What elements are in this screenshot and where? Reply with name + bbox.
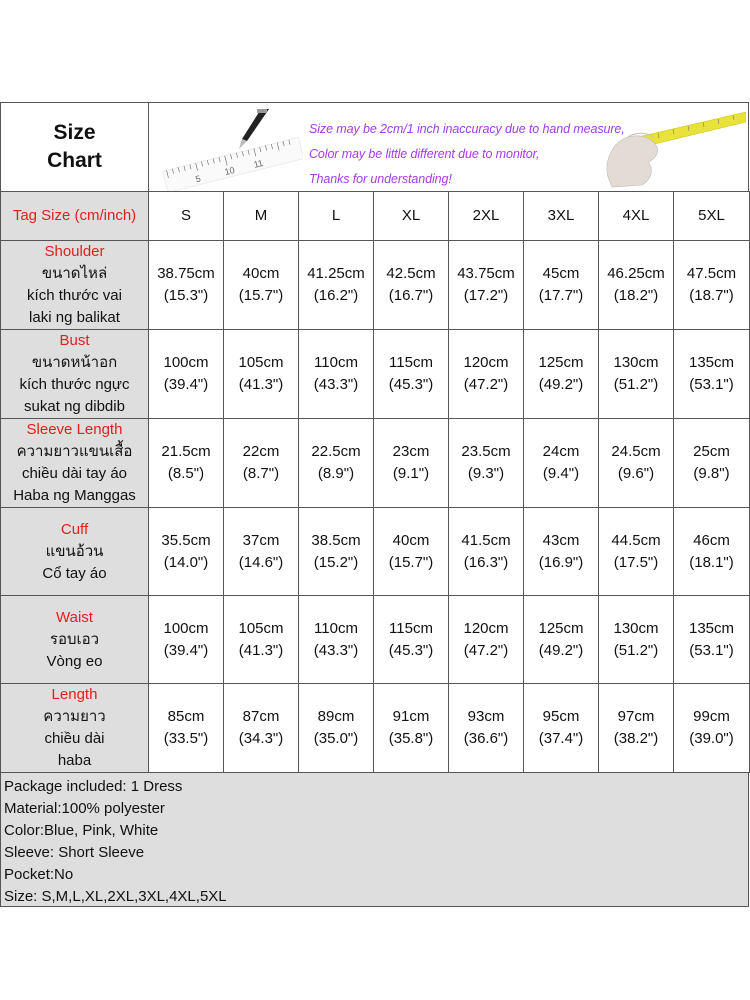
value-inch: (9.8") [693, 465, 730, 482]
size-value-cell [674, 419, 750, 508]
size-value-cell [449, 330, 524, 419]
value-cm: 35.5cm [161, 531, 211, 549]
value-inch: (18.2") [613, 287, 659, 304]
value-inch: (39.0") [689, 730, 734, 747]
measurement-row-cuff [1, 508, 750, 596]
value-inch: (18.7") [689, 287, 734, 304]
value-inch: (16.3") [463, 553, 509, 571]
value-inch: (18.1") [689, 553, 734, 571]
value-cm: 38.75cm [157, 265, 215, 282]
value-inch: (9.1") [392, 465, 430, 482]
size-value-cell [524, 330, 599, 419]
value-inch: (43.3") [313, 641, 359, 659]
row-label-english: Cuff [60, 520, 89, 538]
value-cm: 87cm [242, 708, 280, 725]
value-inch: (45.3") [388, 641, 434, 659]
hand-tape-measure-illustration [598, 107, 746, 189]
row-label-translation: chiều dài [44, 730, 105, 747]
value-inch: (49.2") [538, 376, 584, 393]
value-cm: 47.5cm [686, 265, 737, 282]
value-inch: (9.4") [542, 465, 580, 482]
info-pocket: Pocket:No [4, 866, 74, 883]
row-label-translation: ความยาว [43, 708, 106, 725]
value-cm: 135cm [688, 354, 735, 371]
size-header-xl: XL [374, 192, 449, 241]
value-inch: (17.5") [613, 553, 659, 571]
size-value-cell [149, 419, 224, 508]
row-label [1, 596, 149, 684]
size-value-cell [674, 330, 750, 419]
size-value-cell [524, 508, 599, 596]
row-label-translation: laki ng balikat [29, 309, 120, 326]
row-label-english: Sleeve Length [26, 421, 123, 438]
size-value-cell [599, 241, 674, 330]
size-value-cell [524, 684, 599, 773]
ruler-mark-10: 10 [223, 164, 236, 178]
size-value-cell [599, 419, 674, 508]
value-cm: 45cm [542, 265, 580, 282]
row-label-translation: ความยาวแขนเสื้อ [16, 443, 133, 460]
value-cm: 22.5cm [311, 443, 361, 460]
value-cm: 37cm [242, 531, 280, 549]
value-inch: (8.7") [242, 465, 280, 482]
size-chart-title [1, 103, 149, 191]
value-inch: (35.8") [388, 730, 434, 747]
note-line-2: Color may be little different due to monitor, [309, 147, 540, 161]
value-inch: (34.3") [238, 730, 284, 747]
size-value-cell [449, 684, 524, 773]
row-label-english: Waist [56, 608, 93, 626]
tag-size-label: Tag Size (cm/inch) [1, 192, 149, 241]
size-value-cell [224, 241, 299, 330]
value-cm: 91cm [392, 708, 430, 725]
row-label [1, 508, 149, 596]
value-inch: (9.3") [467, 465, 505, 482]
size-value-cell [374, 330, 449, 419]
size-value-cell [674, 241, 750, 330]
value-inch: (15.2") [313, 553, 359, 571]
value-inch: (17.2") [463, 287, 509, 304]
size-value-cell [149, 241, 224, 330]
size-header-2xl: 2XL [449, 192, 524, 241]
header-illustration-area [149, 103, 748, 191]
value-cm: 38.5cm [311, 531, 361, 549]
value-inch: (41.3") [238, 376, 284, 393]
row-label-translation: haba [57, 752, 92, 769]
value-inch: (9.6") [617, 465, 655, 482]
value-cm: 115cm [389, 354, 433, 371]
row-label [1, 684, 149, 773]
info-size: Size: S,M,L,XL,2XL,3XL,4XL,5XL [4, 888, 227, 905]
size-value-cell [224, 684, 299, 773]
size-value-cell [674, 684, 750, 773]
value-cm: 24.5cm [611, 443, 661, 460]
value-inch: (14.6") [238, 553, 284, 571]
measurement-row-waist [1, 596, 750, 684]
size-value-cell [224, 508, 299, 596]
value-inch: (35.0") [313, 730, 359, 747]
value-cm: 97cm [617, 708, 655, 725]
size-value-cell [524, 419, 599, 508]
info-sleeve: Sleeve: Short Sleeve [4, 844, 145, 861]
row-label [1, 419, 149, 508]
value-cm: 23.5cm [461, 443, 511, 460]
row-label-translation: ขนาดไหล่ [41, 265, 108, 282]
size-value-cell [449, 419, 524, 508]
value-cm: 120cm [463, 619, 509, 637]
value-cm: 115cm [389, 619, 433, 637]
row-label-english: Shoulder [44, 243, 105, 260]
measurement-row-shoulder [1, 241, 750, 330]
row-label-translation: แขนอ้วน [45, 542, 104, 560]
value-inch: (39.4") [163, 376, 209, 393]
value-cm: 23cm [392, 443, 430, 460]
info-material: Material:100% polyester [4, 800, 165, 817]
value-inch: (45.3") [388, 376, 434, 393]
size-header-l: L [299, 192, 374, 241]
size-value-cell [674, 508, 750, 596]
size-header-s: S [149, 192, 224, 241]
size-value-cell [449, 596, 524, 684]
value-cm: 40cm [392, 531, 430, 549]
size-value-cell [374, 508, 449, 596]
pen-icon [239, 109, 269, 149]
measurement-row-sleeve-length [1, 419, 750, 508]
value-inch: (8.9") [317, 465, 355, 482]
size-value-cell [374, 241, 449, 330]
value-inch: (15.3") [163, 287, 209, 304]
value-cm: 110cm [314, 619, 358, 637]
value-inch: (49.2") [538, 641, 584, 659]
size-value-cell [224, 419, 299, 508]
size-value-cell [524, 596, 599, 684]
value-cm: 99cm [693, 708, 730, 725]
value-cm: 40cm [242, 265, 280, 282]
value-cm: 41.25cm [307, 265, 365, 282]
value-cm: 25cm [693, 443, 730, 460]
title-line-2: Chart [47, 149, 102, 172]
ruler-pen-illustration [153, 109, 303, 191]
measurement-row-length [1, 684, 750, 773]
value-cm: 21.5cm [161, 443, 211, 460]
size-header-4xl: 4XL [599, 192, 674, 241]
note-line-1: Size may be 2cm/1 inch inaccuracy due to hand measure, [309, 122, 625, 136]
size-value-cell [299, 241, 374, 330]
size-value-cell [149, 330, 224, 419]
value-inch: (47.2") [463, 641, 509, 659]
value-cm: 135cm [688, 619, 735, 637]
size-header-5xl: 5XL [674, 192, 750, 241]
row-label [1, 241, 149, 330]
value-inch: (16.9") [538, 553, 584, 571]
info-color: Color:Blue, Pink, White [4, 822, 159, 839]
value-cm: 43.75cm [457, 265, 515, 282]
value-cm: 44.5cm [611, 531, 661, 549]
row-label-translation: รอบเอว [49, 630, 100, 648]
size-table [0, 191, 750, 773]
value-cm: 24cm [542, 443, 580, 460]
row-label-translation: chiều dài tay áo [21, 465, 128, 482]
row-label-translation: sukat ng dibdib [24, 398, 125, 415]
size-header-3xl: 3XL [524, 192, 599, 241]
value-inch: (37.4") [538, 730, 584, 747]
value-inch: (47.2") [463, 376, 509, 393]
value-inch: (51.2") [613, 641, 659, 659]
row-label-translation: Vòng eo [46, 652, 103, 670]
measurement-notes [309, 117, 625, 191]
row-label-english: Length [51, 686, 98, 703]
value-cm: 22cm [242, 443, 280, 460]
size-value-cell [449, 241, 524, 330]
size-value-cell [299, 330, 374, 419]
value-cm: 105cm [238, 354, 284, 371]
ruler-mark-5: 5 [194, 173, 202, 185]
measurement-row-bust [1, 330, 750, 419]
value-cm: 100cm [163, 619, 209, 637]
value-inch: (8.5") [167, 465, 205, 482]
size-value-cell [599, 330, 674, 419]
title-line-1: Size [53, 121, 96, 144]
row-label-english: Bust [59, 332, 90, 349]
value-inch: (36.6") [463, 730, 509, 747]
value-inch: (15.7") [238, 287, 284, 304]
size-value-cell [524, 241, 599, 330]
value-cm: 130cm [613, 619, 659, 637]
ruler-mark-11: 11 [252, 157, 265, 170]
row-label [1, 330, 149, 419]
size-chart [0, 102, 749, 907]
value-cm: 42.5cm [386, 265, 436, 282]
value-cm: 105cm [238, 619, 284, 637]
size-value-cell [299, 419, 374, 508]
value-inch: (43.3") [313, 376, 359, 393]
value-inch: (16.7") [388, 287, 434, 304]
value-inch: (33.5") [163, 730, 209, 747]
value-cm: 120cm [463, 354, 509, 371]
size-value-cell [599, 596, 674, 684]
row-label-translation: Haba ng Manggas [13, 487, 136, 504]
value-cm: 125cm [538, 354, 584, 371]
value-cm: 93cm [467, 708, 505, 725]
value-cm: 46.25cm [607, 265, 665, 282]
value-cm: 46cm [693, 531, 730, 549]
size-header-m: M [224, 192, 299, 241]
product-info [0, 773, 749, 907]
size-chart-header [0, 102, 749, 191]
size-value-cell [599, 684, 674, 773]
value-inch: (15.7") [388, 553, 434, 571]
size-value-cell [299, 684, 374, 773]
value-inch: (14.0") [163, 553, 209, 571]
value-inch: (51.2") [613, 376, 659, 393]
size-value-cell [149, 508, 224, 596]
value-cm: 43cm [542, 531, 580, 549]
size-value-cell [224, 596, 299, 684]
size-value-cell [299, 508, 374, 596]
value-inch: (53.1") [689, 376, 734, 393]
size-value-cell [374, 419, 449, 508]
value-cm: 89cm [317, 708, 355, 725]
value-cm: 125cm [538, 619, 584, 637]
info-package: Package included: 1 Dress [4, 778, 183, 795]
value-inch: (38.2") [613, 730, 659, 747]
value-cm: 85cm [167, 708, 205, 725]
value-inch: (16.2") [313, 287, 359, 304]
size-value-cell [224, 330, 299, 419]
value-cm: 130cm [613, 354, 659, 371]
row-label-translation: kích thước vai [27, 287, 122, 304]
size-value-cell [299, 596, 374, 684]
row-label-translation: kích thước ngực [19, 376, 130, 393]
value-cm: 95cm [542, 708, 580, 725]
value-inch: (39.4") [163, 641, 209, 659]
size-value-cell [374, 684, 449, 773]
value-cm: 100cm [163, 354, 209, 371]
note-line-3: Thanks for understanding! [309, 172, 452, 186]
value-inch: (53.1") [689, 641, 734, 659]
size-value-cell [449, 508, 524, 596]
value-cm: 41.5cm [461, 531, 511, 549]
row-label-translation: ขนาดหน้าอก [31, 354, 118, 371]
size-value-cell [149, 684, 224, 773]
size-header-row [1, 192, 750, 241]
size-value-cell [149, 596, 224, 684]
size-value-cell [374, 596, 449, 684]
value-inch: (17.7") [538, 287, 584, 304]
row-label-translation: Cổ tay áo [42, 564, 107, 582]
size-value-cell [674, 596, 750, 684]
value-inch: (41.3") [238, 641, 284, 659]
value-cm: 110cm [314, 354, 358, 371]
size-value-cell [599, 508, 674, 596]
